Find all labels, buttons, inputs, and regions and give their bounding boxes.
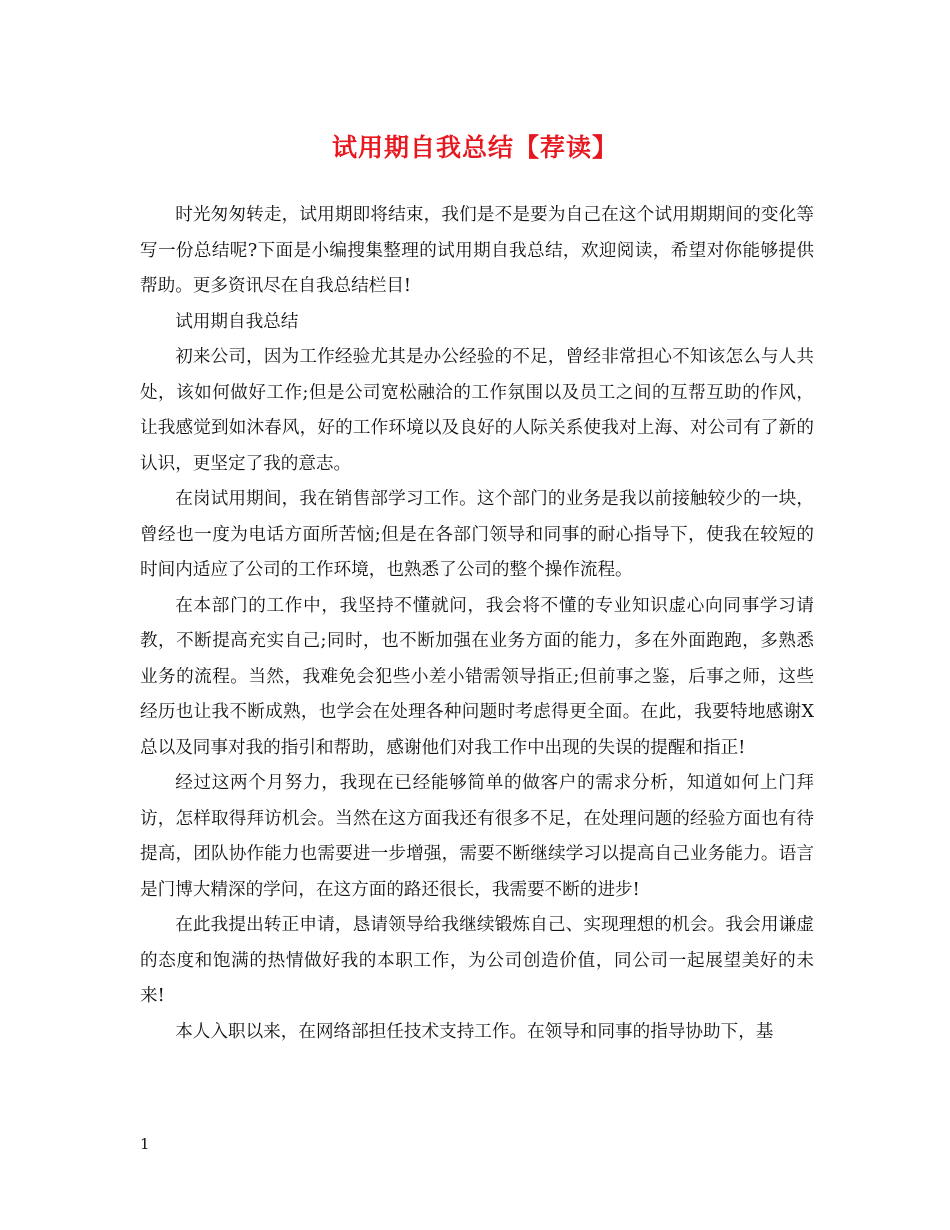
paragraph: 在岗试用期间，我在销售部学习工作。这个部门的业务是我以前接触较少的一块，曾经也一度为电话方面所苦恼;但是在各部门领导和同事的耐心指导下，使我在较短的时间内适应了公司的工作环境，也熟悉了公司的整个操作流程。 xyxy=(140,489,814,580)
paragraph: 本人入职以来，在网络部担任技术支持工作。在领导和同事的指导协助下，基 xyxy=(175,1021,774,1042)
section-heading: 试用期自我总结 xyxy=(175,311,299,332)
paragraph: 在此我提出转正申请，恳请领导给我继续锻炼自己、实现理想的机会。我会用谦虚的态度和饱满的热情做好我的本职工作，为公司创造价值，同公司一起展望美好的未来! xyxy=(140,915,814,1006)
paragraph-intro: 时光匆匆转走，试用期即将结束，我们是不是要为自己在这个试用期期间的变化等写一份总结呢?下面是小编搜集整理的试用期自我总结，欢迎阅读，希望对你能够提供帮助。更多资讯尽在自我总结栏目! xyxy=(140,205,814,296)
page-number: 1 xyxy=(140,1135,150,1153)
paragraph: 初来公司，因为工作经验尤其是办公经验的不足，曾经非常担心不知该怎么与人共处，该如何做好工作;但是公司宽松融洽的工作氛围以及员工之间的互帮互助的作风，让我感觉到如沐春风，好的工作环境以及良好的人际关系使我对上海、对公司有了新的认识，更坚定了我的意志。 xyxy=(140,347,814,474)
document-title: 试用期自我总结【荐读】 xyxy=(331,133,618,162)
document-body xyxy=(140,198,814,1050)
paragraph: 在本部门的工作中，我坚持不懂就问，我会将不懂的专业知识虚心向同事学习请教，不断提高充实自己;同时，也不断加强在业务方面的能力，多在外面跑跑，多熟悉业务的流程。当然，我难免会犯些小差小错需领导指正;但前事之鉴，后事之师，这些经历也让我不断成熟，也学会在处理各种问题时考虑得更全面。在此，我要特地感谢X总以及同事对我的指引和帮助，感谢他们对我工作中出现的失误的提醒和指正! xyxy=(140,595,814,758)
paragraph: 经过这两个月努力，我现在已经能够简单的做客户的需求分析，知道如何上门拜访，怎样取得拜访机会。当然在这方面我还有很多不足，在处理问题的经验方面也有待提高，团队协作能力也需要进一步增强，需要不断继续学习以提高自己业务能力。语言是门博大精深的学问，在这方面的路还很长，我需要不断的进步! xyxy=(140,773,814,900)
